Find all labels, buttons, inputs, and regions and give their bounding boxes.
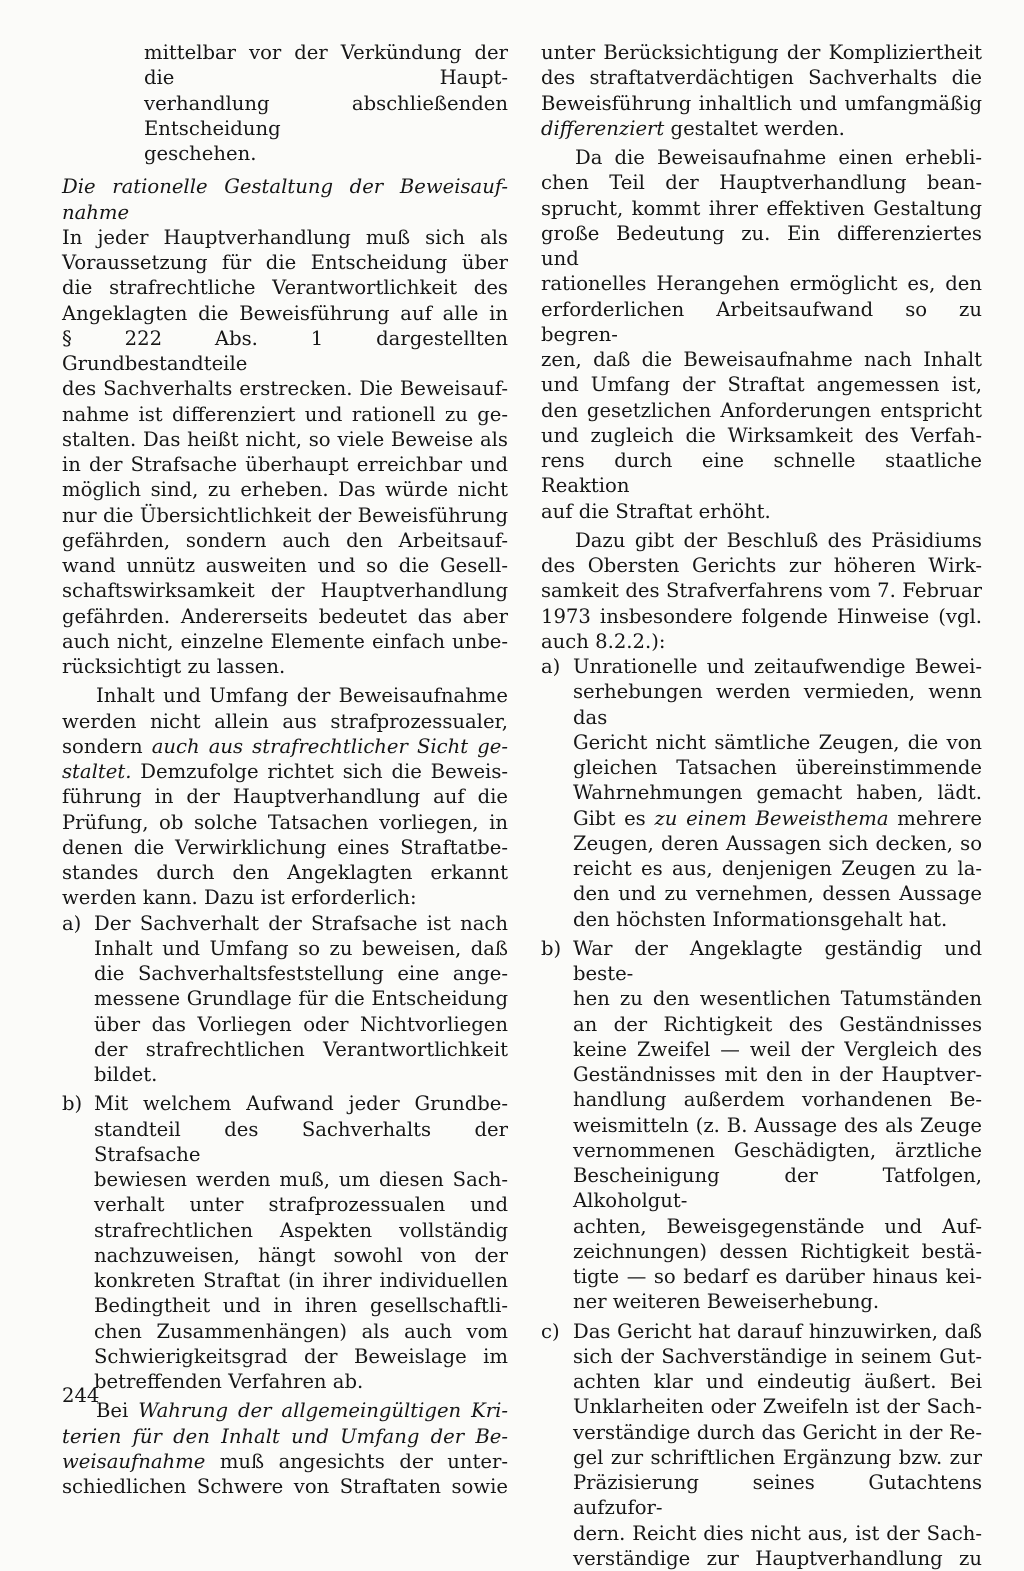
text-line: des straftatverdächtigen Sachverhalts die xyxy=(541,65,982,90)
text-line: wand unnütz ausweiten und so die Gesell- xyxy=(62,553,508,578)
right-column xyxy=(541,40,982,1571)
text-line: stalten. Das heißt nicht, so viele Beweise als xyxy=(62,427,508,452)
text-line: gleichen Tatsachen übereinstimmende xyxy=(573,755,982,780)
text-run: Gibt es xyxy=(573,807,654,830)
emphasis: differenziert xyxy=(541,117,664,140)
text-line: reicht es aus, denjenigen Zeugen zu la- xyxy=(573,856,982,881)
text-line: Wahrnehmungen gemacht haben, lädt. xyxy=(573,780,982,805)
text-line: auf die Straftat erhöht. xyxy=(541,499,982,524)
text-line: den gesetzlichen Anforderungen entspricht xyxy=(541,398,982,423)
text-line: geschehen. xyxy=(144,141,508,166)
emphasis: Wahrung der allgemeingültigen Kri- xyxy=(138,1399,508,1422)
item-label: a) xyxy=(541,654,573,932)
text-line: Da die Beweisaufnahme einen erhebli- xyxy=(541,145,982,170)
text-line: Bedingtheit und in ihren gesellschaftli- xyxy=(94,1293,508,1318)
text-line: Der Sachverhalt der Strafsache ist nach xyxy=(94,911,508,936)
emphasis: staltet. xyxy=(62,760,131,783)
text-line: messene Grundlage für die Entscheidung xyxy=(94,986,508,1011)
text-line: und Umfang der Straftat angemessen ist, xyxy=(541,372,982,397)
text-line xyxy=(62,734,508,759)
text-line: auch 8.2.2.): xyxy=(541,629,982,654)
text-line: den und zu vernehmen, dessen Aussage xyxy=(573,881,982,906)
intro-continuation xyxy=(62,40,508,166)
text-line: denen die Verwirklichung eines Straftatbe- xyxy=(62,835,508,860)
list-item-b xyxy=(62,1091,508,1394)
text-line: hen zu den wesentlichen Tatumständen xyxy=(573,986,982,1011)
heading-line: nahme xyxy=(62,200,508,225)
text-line: gefährden, sondern auch den Arbeitsauf- xyxy=(62,528,508,553)
continuation-paragraph xyxy=(541,40,982,141)
spacer xyxy=(62,166,508,174)
text-line: Zeugen, deren Aussagen sich decken, so xyxy=(573,831,982,856)
text-line: Prüfung, ob solche Tatsachen vorliegen, in xyxy=(62,810,508,835)
text-line: schaftswirksamkeit der Hauptverhandlung xyxy=(62,578,508,603)
text-line: werden nicht allein aus strafprozessualer, xyxy=(62,709,508,734)
text-line: rücksichtigt zu lassen. xyxy=(62,654,508,679)
text-line: gel zur schriftlichen Ergänzung bzw. zur xyxy=(573,1445,982,1470)
text-line: Mit welchem Aufwand jeder Grundbe- xyxy=(94,1091,508,1116)
text-line: sich der Sachverständige in seinem Gut- xyxy=(573,1344,982,1369)
text-line: gefährden. Andererseits bedeutet das aber xyxy=(62,604,508,629)
item-body xyxy=(573,936,982,1315)
left-column xyxy=(62,40,508,1499)
text-line: zeichnungen) dessen Richtigkeit bestä- xyxy=(573,1239,982,1264)
text-line: nur die Übersichtlichkeit der Beweisführung xyxy=(62,503,508,528)
text-line: strafrechtlichen Aspekten vollständig xyxy=(94,1218,508,1243)
text-line: Unrationelle und zeitaufwendige Bewei- xyxy=(573,654,982,679)
text-line xyxy=(541,116,982,141)
text-line: der strafrechtlichen Verantwortlichkeit xyxy=(94,1037,508,1062)
text-line: verständige zur Hauptverhandlung zu xyxy=(573,1546,982,1571)
paragraph-da xyxy=(541,145,982,524)
text-line: bewiesen werden muß, um diesen Sach- xyxy=(94,1167,508,1192)
text-run: muß angesichts der unter- xyxy=(205,1450,508,1473)
text-line: ner weiteren Beweiserhebung. xyxy=(573,1289,982,1314)
text-line: mittelbar vor der Verkündung der die Haupt- xyxy=(144,40,508,91)
text-line: führung in der Hauptverhandlung auf die xyxy=(62,784,508,809)
item-body xyxy=(573,654,982,932)
text-line: verständige durch das Gericht in der Re- xyxy=(573,1420,982,1445)
item-label: b) xyxy=(62,1091,94,1394)
text-line: keine Zweifel — weil der Vergleich des xyxy=(573,1037,982,1062)
text-line: nahme ist differenziert und rationell zu ge- xyxy=(62,402,508,427)
text-line: unter Berücksichtigung der Kompliziertheit xyxy=(541,40,982,65)
text-line: den höchsten Informationsgehalt hat. xyxy=(573,907,982,932)
text-line: des Obersten Gerichts zur höheren Wirk- xyxy=(541,553,982,578)
text-line: Unklarheiten oder Zweifeln ist der Sach- xyxy=(573,1394,982,1419)
text-line: standes durch den Angeklagten erkannt xyxy=(62,860,508,885)
text-line: chen Teil der Hauptverhandlung bean- xyxy=(541,170,982,195)
text-run: mehrere xyxy=(889,807,982,830)
paragraph-3 xyxy=(62,1398,508,1499)
list-item-b xyxy=(541,936,982,1315)
text-line: große Bedeutung zu. Ein differenziertes und xyxy=(541,221,982,272)
list-item-a xyxy=(541,654,982,932)
item-body xyxy=(94,911,508,1088)
text-line: Beweisführung inhaltlich und umfangmäßig xyxy=(541,91,982,116)
text-line: sprucht, kommt ihrer effektiven Gestaltung xyxy=(541,196,982,221)
text-line: tigte — so bedarf es darüber hinaus kei- xyxy=(573,1264,982,1289)
heading-line: Die rationelle Gestaltung der Beweisauf- xyxy=(62,174,508,199)
text-line: In jeder Hauptverhandlung muß sich als xyxy=(62,225,508,250)
text-line: schiedlichen Schwere von Straftaten sowie xyxy=(62,1474,508,1499)
text-line: samkeit des Strafverfahrens vom 7. Februar xyxy=(541,578,982,603)
text-line: § 222 Abs. 1 dargestellten Grundbestandteile xyxy=(62,326,508,377)
text-line: serhebungen werden vermieden, wenn das xyxy=(573,679,982,730)
emphasis: terien für den Inhalt und Umfang der Be- xyxy=(62,1425,508,1448)
text-line: chen Zusammenhängen) als auch vom xyxy=(94,1319,508,1344)
text-line: Bescheinigung der Tatfolgen, Alkoholgut- xyxy=(573,1163,982,1214)
paragraph-dazu xyxy=(541,528,982,654)
text-line: handlung außerdem vorhandenen Be- xyxy=(573,1087,982,1112)
text-line: standteil des Sachverhalts der Strafsache xyxy=(94,1117,508,1168)
text-line: des Sachverhalts erstrecken. Die Beweisauf- xyxy=(62,376,508,401)
item-label: b) xyxy=(541,936,573,1315)
section-heading xyxy=(62,174,508,225)
text-run: Demzufolge richtet sich die Beweis- xyxy=(131,760,508,783)
text-line: nachzuweisen, hängt sowohl von der xyxy=(94,1243,508,1268)
text-line: Angeklagten die Beweisführung auf alle in xyxy=(62,301,508,326)
text-line: achten klar und eindeutig äußert. Bei xyxy=(573,1369,982,1394)
text-line: bildet. xyxy=(94,1062,508,1087)
item-label: c) xyxy=(541,1319,573,1571)
text-line: Inhalt und Umfang so zu beweisen, daß xyxy=(94,936,508,961)
emphasis: auch aus strafrechtlicher Sicht ge- xyxy=(152,735,508,758)
text-line xyxy=(62,1424,508,1449)
text-line: verhalt unter strafprozessualen und xyxy=(94,1192,508,1217)
item-body xyxy=(573,1319,982,1571)
text-run: sondern xyxy=(62,735,152,758)
text-line: die Sachverhaltsfeststellung eine ange- xyxy=(94,961,508,986)
text-line: achten, Beweisgegenstände und Auf- xyxy=(573,1214,982,1239)
text-line xyxy=(62,1398,508,1423)
text-line xyxy=(62,1449,508,1474)
text-line: rens durch eine schnelle staatliche Reaktion xyxy=(541,448,982,499)
text-line: Gericht nicht sämtliche Zeugen, die von xyxy=(573,730,982,755)
text-line: und zugleich die Wirksamkeit des Verfah- xyxy=(541,423,982,448)
text-line: dern. Reicht dies nicht aus, ist der Sach- xyxy=(573,1521,982,1546)
text-line: an der Richtigkeit des Geständnisses xyxy=(573,1012,982,1037)
text-run: gestaltet werden. xyxy=(664,117,845,140)
text-line: rationelles Herangehen ermöglicht es, den xyxy=(541,271,982,296)
list-item-c xyxy=(541,1319,982,1571)
text-line: betreffenden Verfahren ab. xyxy=(94,1369,508,1394)
emphasis: weisaufnahme xyxy=(62,1450,205,1473)
item-body xyxy=(94,1091,508,1394)
text-line: Inhalt und Umfang der Beweisaufnahme xyxy=(62,683,508,708)
text-line: Schwierigkeitsgrad der Beweislage im xyxy=(94,1344,508,1369)
text-line: vernommenen Geschädigten, ärztliche xyxy=(573,1138,982,1163)
text-line xyxy=(573,806,982,831)
text-line: möglich sind, zu erheben. Das würde nicht xyxy=(62,477,508,502)
text-line: Voraussetzung für die Entscheidung über xyxy=(62,250,508,275)
text-line: die strafrechtliche Verantwortlichkeit des xyxy=(62,275,508,300)
text-line: verhandlung abschließenden Entscheidung xyxy=(144,91,508,142)
text-line: Präzisierung seines Gutachtens aufzufor- xyxy=(573,1470,982,1521)
paragraph-1 xyxy=(62,225,508,680)
text-line: in der Strafsache überhaupt erreichbar und xyxy=(62,452,508,477)
text-line: werden kann. Dazu ist erforderlich: xyxy=(62,885,508,910)
page-number: 244 xyxy=(62,1384,99,1407)
text-line: zen, daß die Beweisaufnahme nach Inhalt xyxy=(541,347,982,372)
text-line: konkreten Straftat (in ihrer individuellen xyxy=(94,1268,508,1293)
text-line: Dazu gibt der Beschluß des Präsidiums xyxy=(541,528,982,553)
text-line xyxy=(62,759,508,784)
text-line: weismitteln (z. B. Aussage des als Zeuge xyxy=(573,1113,982,1138)
text-line: erforderlichen Arbeitsaufwand so zu begren- xyxy=(541,297,982,348)
text-line: über das Vorliegen oder Nichtvorliegen xyxy=(94,1012,508,1037)
text-run: Bei xyxy=(96,1399,138,1422)
text-line: Geständnisses mit den in der Hauptver- xyxy=(573,1062,982,1087)
text-line: War der Angeklagte geständig und beste- xyxy=(573,936,982,987)
text-line: 1973 insbesondere folgende Hinweise (vgl. xyxy=(541,604,982,629)
list-item-a xyxy=(62,911,508,1088)
item-label: a) xyxy=(62,911,94,1088)
paragraph-2 xyxy=(62,683,508,910)
emphasis: zu einem Beweisthema xyxy=(654,807,888,830)
text-line: Das Gericht hat darauf hinzuwirken, daß xyxy=(573,1319,982,1344)
text-line: auch nicht, einzelne Elemente einfach unbe- xyxy=(62,629,508,654)
